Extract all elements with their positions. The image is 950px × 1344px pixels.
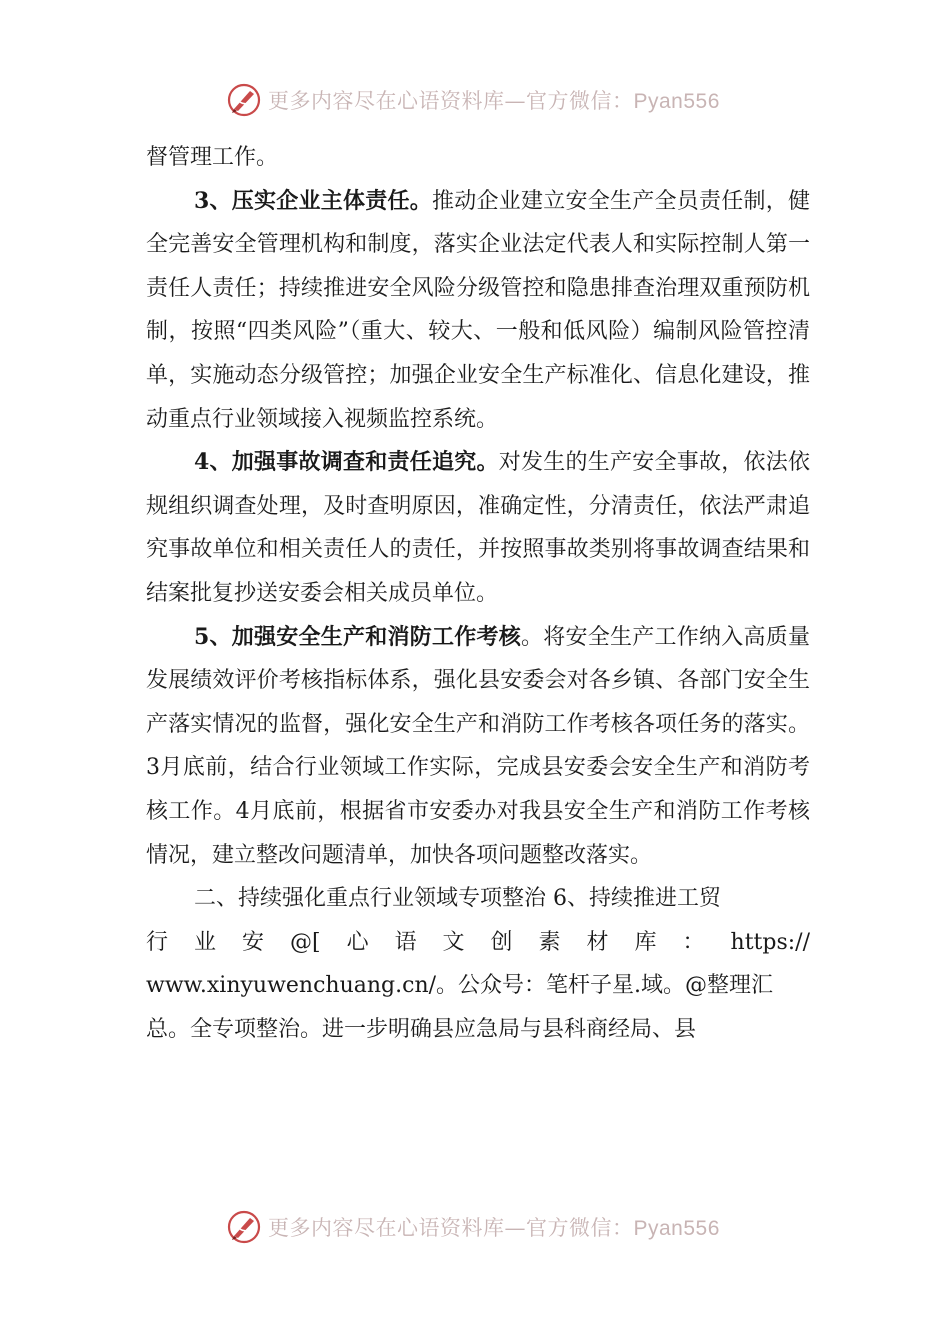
item-4-title: 4、加强事故调查和责任追究。	[194, 449, 499, 476]
document-body	[146, 136, 810, 1051]
pen-logo-icon	[226, 1209, 262, 1245]
paragraph-continuation: 督管理工作。	[146, 145, 279, 170]
footer-watermark	[226, 1207, 746, 1247]
item-5-body: 。将安全生产工作纳入高质量发展绩效评价考核指标体系，强化县安委会对各乡镇、各部门安全生产落实情况的监督，强化安全生产和消防工作考核各项任务的落实。3月底前，结合行业领域工作实际，完成县安委会安全生产和消防考核工作。4月底前，根据省市安委办对我县安全生产和消防工作考核情况，建立整改问题清单，加快各项问题整改落实。	[146, 624, 810, 868]
footer-text: 更多内容尽在心语资料库—官方微信：Pyan556	[268, 1216, 720, 1240]
item-3-body: 推动企业建立安全生产全员责任制，健全完善安全管理机构和制度，落实企业法定代表人和实际控制人第一责任人责任；持续推进安全风险分级管控和隐患排查治理双重预防机制，按照“四类风险”（重大、较大、一般和低风险）编制风险管控清单，实施动态分级管控；加强企业安全生产标准化、信息化建设，推动重点行业领域接入视频监控系统。	[146, 188, 810, 432]
section-2-heading-line: 二、持续强化重点行业领域专项整治 6、持续推进工贸	[194, 886, 721, 912]
item-5-title: 5、加强安全生产和消防工作考核	[194, 623, 522, 650]
paragraph-item-5	[146, 616, 810, 878]
paragraph-item-4	[146, 441, 810, 615]
section-2-line-3: www.xinyuwenchuang.cn/。公众号：笔杆子星.域。@整理汇	[146, 973, 774, 999]
header-text: 更多内容尽在心语资料库—官方微信：Pyan556	[268, 89, 720, 113]
paragraph-item-3	[146, 180, 810, 442]
item-3-title: 3、压实企业主体责任。	[194, 187, 433, 214]
item-4-body: 对发生的生产安全事故，依法依规组织调查处理，及时查明原因，准确定性，分清责任，依法严肃追究事故单位和相关责任人的责任，并按照事故类别将事故调查结果和结案批复抄送安委会相关成员单位。	[146, 450, 810, 606]
header-watermark	[226, 80, 746, 120]
pen-logo-icon	[226, 82, 262, 118]
section-2-line-4: 总。全专项整治。进一步明确县应急局与县科商经局、县	[146, 1016, 697, 1042]
section-2-line-2: 行业安@[心语文创素材库：https://	[146, 929, 810, 955]
